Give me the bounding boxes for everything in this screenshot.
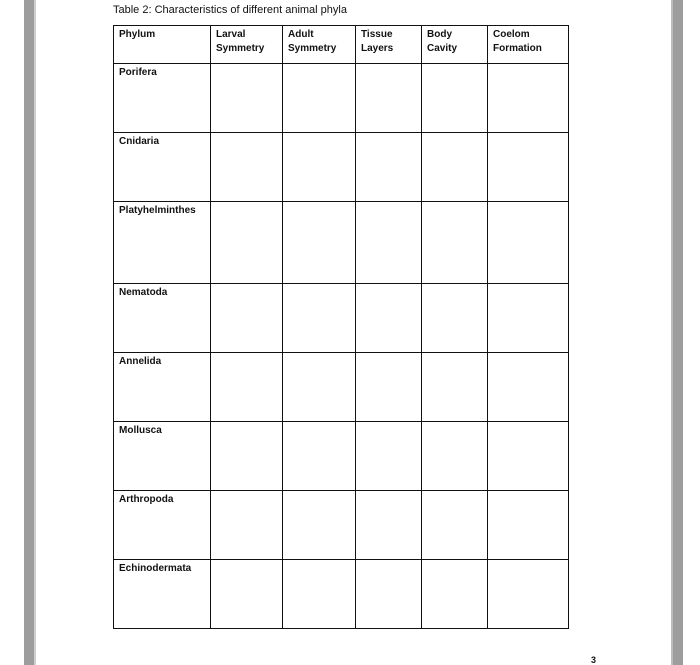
page-left-edge bbox=[24, 0, 36, 665]
phyla-table bbox=[113, 25, 569, 629]
adult-symmetry-cell bbox=[283, 422, 356, 491]
header-tissue-layers: Tissue Layers bbox=[356, 26, 422, 64]
adult-symmetry-cell bbox=[283, 353, 356, 422]
phylum-name: Nematoda bbox=[119, 287, 168, 298]
phylum-name: Platyhelminthes bbox=[119, 205, 196, 216]
tissue-layers-cell bbox=[356, 133, 422, 202]
phylum-name: Cnidaria bbox=[119, 136, 160, 147]
body-cavity-cell bbox=[422, 353, 488, 422]
body-cavity-cell bbox=[422, 284, 488, 353]
larval-symmetry-cell bbox=[211, 64, 283, 133]
adult-symmetry-cell bbox=[283, 64, 356, 133]
larval-symmetry-cell bbox=[211, 560, 283, 629]
adult-symmetry-cell bbox=[283, 133, 356, 202]
table-header-row bbox=[114, 26, 569, 64]
phylum-name-cell bbox=[114, 491, 211, 560]
table-row bbox=[114, 284, 569, 353]
table-row bbox=[114, 133, 569, 202]
tissue-layers-cell bbox=[356, 491, 422, 560]
header-adult-symmetry: Adult Symmetry bbox=[283, 26, 356, 64]
tissue-layers-cell bbox=[356, 422, 422, 491]
header-body-cavity: Body Cavity bbox=[422, 26, 488, 64]
larval-symmetry-cell bbox=[211, 491, 283, 560]
coelom-formation-cell bbox=[488, 560, 569, 629]
phylum-name-cell bbox=[114, 133, 211, 202]
body-cavity-cell bbox=[422, 133, 488, 202]
body-cavity-cell bbox=[422, 64, 488, 133]
phylum-name-cell bbox=[114, 64, 211, 133]
adult-symmetry-cell bbox=[283, 284, 356, 353]
phylum-name-cell bbox=[114, 202, 211, 284]
table-row bbox=[114, 202, 569, 284]
larval-symmetry-cell bbox=[211, 422, 283, 491]
larval-symmetry-cell bbox=[211, 202, 283, 284]
adult-symmetry-cell bbox=[283, 560, 356, 629]
viewer-right-gutter bbox=[683, 0, 700, 665]
table-row bbox=[114, 560, 569, 629]
phylum-name: Mollusca bbox=[119, 425, 162, 436]
page-number: 3 bbox=[591, 655, 597, 665]
coelom-formation-cell bbox=[488, 422, 569, 491]
table-row bbox=[114, 491, 569, 560]
phylum-name-cell bbox=[114, 353, 211, 422]
table-row bbox=[114, 422, 569, 491]
table-caption: Table 2: Characteristics of different animal phyla bbox=[113, 4, 347, 16]
coelom-formation-cell bbox=[488, 491, 569, 560]
page-right-edge bbox=[671, 0, 683, 665]
phylum-name-cell bbox=[114, 560, 211, 629]
tissue-layers-cell bbox=[356, 560, 422, 629]
body-cavity-cell bbox=[422, 422, 488, 491]
body-cavity-cell bbox=[422, 560, 488, 629]
coelom-formation-cell bbox=[488, 133, 569, 202]
phylum-name: Annelida bbox=[119, 356, 162, 367]
larval-symmetry-cell bbox=[211, 353, 283, 422]
larval-symmetry-cell bbox=[211, 284, 283, 353]
table-row bbox=[114, 64, 569, 133]
tissue-layers-cell bbox=[356, 284, 422, 353]
header-larval-symmetry: Larval Symmetry bbox=[211, 26, 283, 64]
header-phylum: Phylum bbox=[114, 26, 211, 64]
larval-symmetry-cell bbox=[211, 133, 283, 202]
tissue-layers-cell bbox=[356, 202, 422, 284]
tissue-layers-cell bbox=[356, 64, 422, 133]
header-coelom-formation: Coelom Formation bbox=[488, 26, 569, 64]
body-cavity-cell bbox=[422, 491, 488, 560]
adult-symmetry-cell bbox=[283, 491, 356, 560]
viewer-left-gutter bbox=[0, 0, 24, 665]
coelom-formation-cell bbox=[488, 202, 569, 284]
tissue-layers-cell bbox=[356, 353, 422, 422]
phylum-name-cell bbox=[114, 284, 211, 353]
coelom-formation-cell bbox=[488, 284, 569, 353]
coelom-formation-cell bbox=[488, 64, 569, 133]
table-row bbox=[114, 353, 569, 422]
phylum-name: Porifera bbox=[119, 67, 157, 78]
phylum-name: Arthropoda bbox=[119, 494, 174, 505]
coelom-formation-cell bbox=[488, 353, 569, 422]
body-cavity-cell bbox=[422, 202, 488, 284]
phylum-name: Echinodermata bbox=[119, 563, 192, 574]
adult-symmetry-cell bbox=[283, 202, 356, 284]
phylum-name-cell bbox=[114, 422, 211, 491]
